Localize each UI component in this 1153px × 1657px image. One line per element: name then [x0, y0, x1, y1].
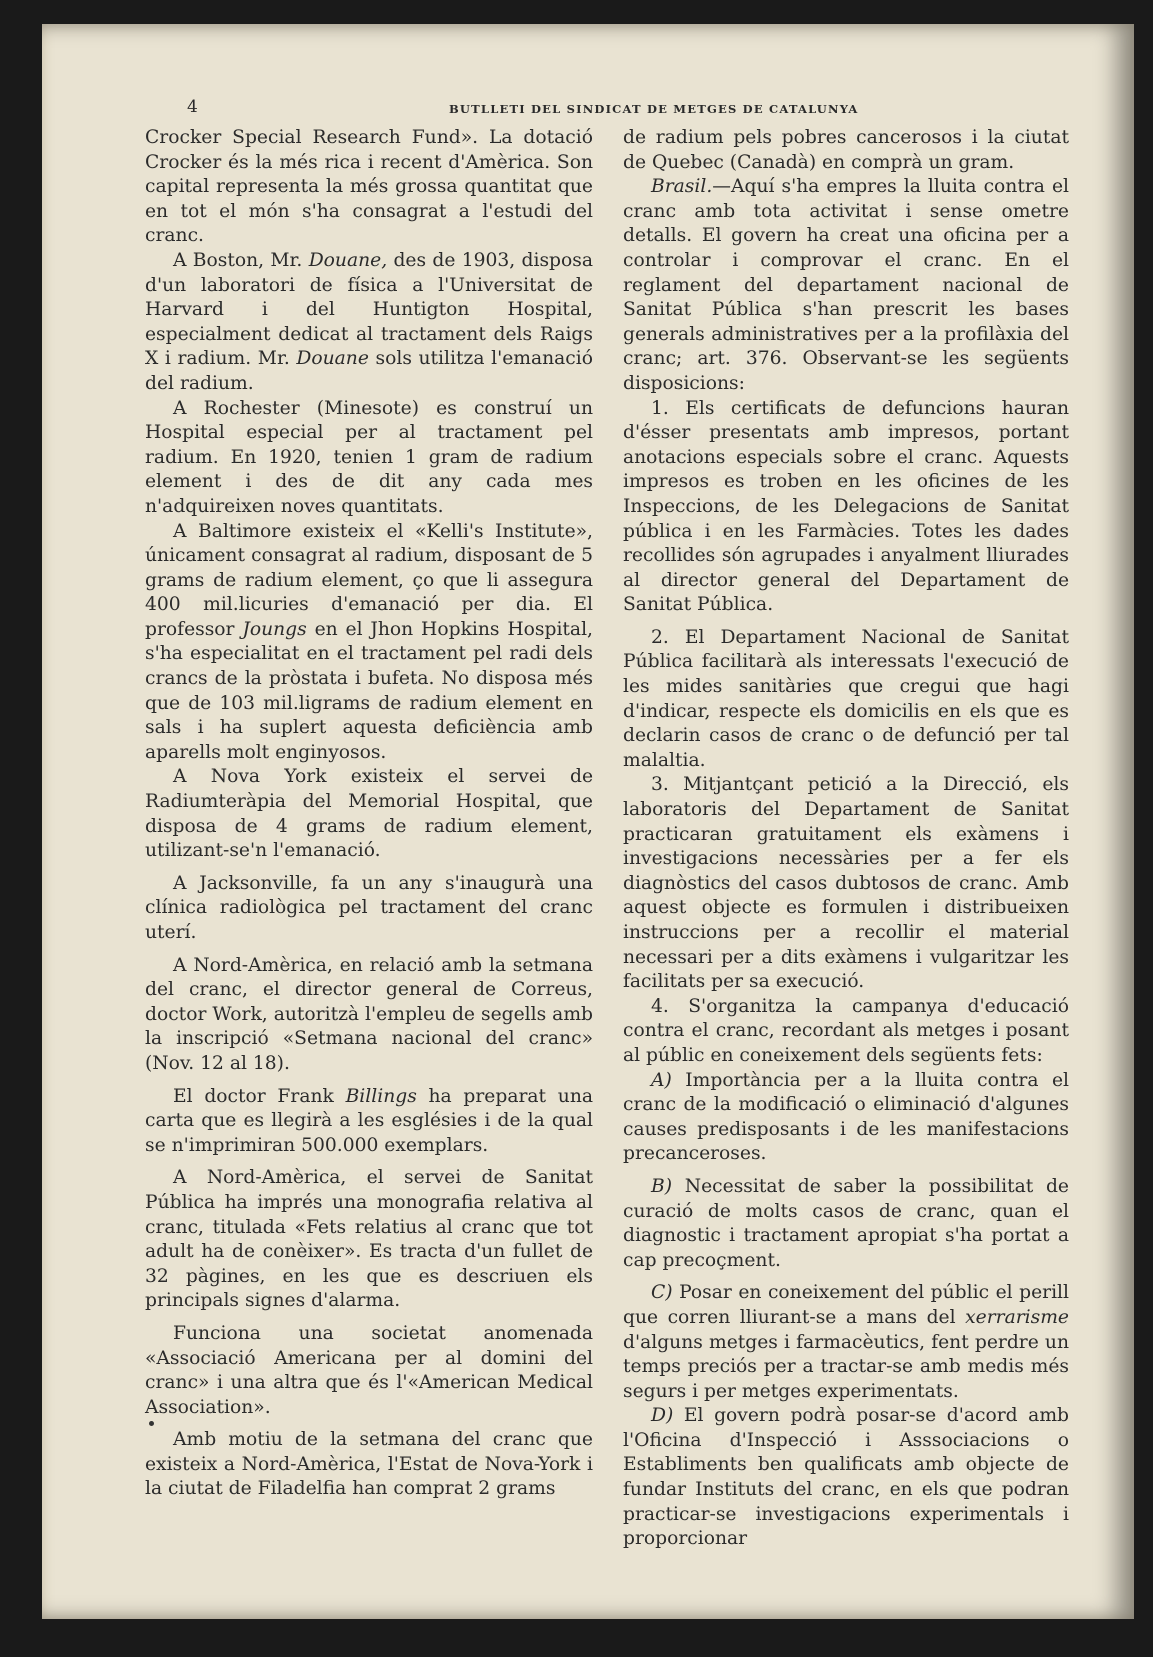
ink-dot: [149, 1421, 154, 1426]
right-column: [623, 126, 1069, 1552]
paragraph: [145, 520, 593, 766]
running-head: BUTLLETI DEL SINDICAT DE METGES DE CATALUNYA: [449, 102, 859, 116]
person-name: Joungs: [242, 618, 307, 640]
text: —Aquí s'ha empres la lluita contra el cranc amb tota activitat i sense ometre detalls. El govern ha creat una oficina per a controlar i comprovar el cranc. En el reglament del departament nacional de Sanitat Pública s'han prescrit les bases generals administratives per a la profilàxia del cranc; art. 376. Observant-se les següents disposicions:: [623, 176, 1069, 394]
text: d'alguns metges i farmacèutics, fent perdre un temps preciós per a tractar-se amb medis més segurs i per metges experimentats.: [623, 1331, 1069, 1402]
paragraph: Crocker Special Research Fund». La dotació Crocker és la més rica i recent d'Amèrica. Son capital representa la més grossa quantitat que en tot el món s'ha consagrat a l'estudi del cranc.: [145, 127, 593, 247]
text: A Baltimore existeix el «Kelli's Institute», únicament consagrat al radium, disposant de 5 grams de radium element, ço que li assegura 400 mil.licuries d'emanació per dia. El professor: [145, 520, 593, 640]
item-label: A): [651, 1069, 672, 1091]
paragraph: A Rochester (Minesote) es construí un Hospital especial per al tractament pel radium. En 1920, tenien 1 gram de radium element i des de dit any cada mes n'adquireixen noves quantitats.: [145, 397, 593, 517]
person-name: Douane,: [308, 249, 388, 271]
paragraph: [145, 249, 593, 397]
page-number: 4: [187, 97, 198, 117]
text: sols utilitza l'emanació del radium.: [145, 348, 593, 394]
paragraph: Funciona una societat anomenada «Associació Americana per al domini del cranc» i una altra que és l'«American Medical Association».: [145, 1322, 593, 1418]
paragraph: [145, 1085, 593, 1159]
text: en el Jhon Hopkins Hospital, s'ha especialitat en el tractament pel radi dels crancs de la pròstata i bufeta. No disposa més que de 103 mil.ligrams de radium element en sals i ha suplert aquesta deficiència amb aparells molt enginyosos.: [145, 618, 593, 763]
paragraph: [623, 1175, 1069, 1273]
text: El govern podrà posar-se d'acord amb l'Oficina d'Inspecció i Asssociacions o Establiments ben qualificats amb objecte de fundar Instituts del cranc, en els que podran practicar-se investigacions experimentals i proporcionar: [623, 1405, 1069, 1550]
text: El doctor Frank: [173, 1085, 346, 1107]
item-label: B): [651, 1175, 673, 1197]
paragraph: [623, 1069, 1069, 1167]
paragraph: [623, 1281, 1069, 1404]
paragraph: 2. El Departament Nacional de Sanitat Pública facilitarà als interessats l'execució de les mides sanitàries que cregui que hagi d'indicar, respecte els domicilis en els que es declarin casos de cranc o de defunció per tal malaltia.: [623, 626, 1069, 771]
text: des de 1903, disposa d'un laboratori de física a l'Universitat de Harvard i del Huntigton Hospital, especialment dedicat al tractament dels Raigs X i radium. Mr.: [145, 249, 593, 370]
paragraph: A Nord-Amèrica, el servei de Sanitat Pública ha imprés una monografia relativa al cranc, titulada «Fets relatius al cranc que tot adult ha de conèixer». Es tracta d'un fullet de 32 pàgines, en les que es descriuen els principals signes d'alarma.: [145, 1167, 593, 1312]
person-name: Billings: [345, 1085, 417, 1107]
person-name: Douane: [296, 348, 369, 370]
paragraph: [623, 175, 1069, 396]
paragraph: [623, 1404, 1069, 1552]
item-label: C): [651, 1282, 673, 1304]
text: Importància per a la lluita contra el cranc de la modificació o eliminació d'algunes causes predisposants i de les manifestacions precanceroses.: [623, 1069, 1069, 1165]
country-label: Brasil.: [651, 176, 713, 198]
text: ha preparat una carta que es llegirà a les esglésies i de la qual se n'imprimiran 500.000 exemplars.: [145, 1085, 593, 1156]
paragraph: 4. S'organitza la campanya d'educació contra el cranc, recordant als metges i posant al públic en coneixement dels següents fets:: [623, 995, 1069, 1066]
paragraph: A Jacksonville, fa un any s'inaugurà una clínica radiològica pel tractament del cranc uterí.: [145, 872, 593, 943]
item-label: D): [651, 1405, 674, 1427]
paragraph: de radium pels pobres cancerosos i la ciutat de Quebec (Canadà) en comprà un gram.: [623, 127, 1069, 173]
paragraph: A Nova York existeix el servei de Radiumteràpia del Memorial Hospital, que disposa de 4 grams de radium element, utilizant-se'n l'emanació.: [145, 766, 593, 862]
text: Necessitat de saber la possibilitat de curació de molts casos de cranc, quan el diagnostic i tractament apropiat s'ha portat a cap precoçment.: [623, 1175, 1069, 1271]
paragraph: 1. Els certificats de defuncions hauran d'ésser presentats amb impresos, portant anotacions especials sobre el cranc. Aquests impresos es troben en les oficines de les Inspeccions, de les Delegacions de Sanitat pública i en les Farmàcies. Totes les dades recollides són agrupades i anyalment lliurades al director general del Departament de Sanitat Pública.: [623, 397, 1069, 616]
emphasized-word: xerrarisme: [965, 1306, 1069, 1328]
paragraph: Amb motiu de la setmana del cranc que existeix a Nord-Amèrica, l'Estat de Nova-York i la ciutat de Filadelfia han comprat 2 grams: [145, 1429, 593, 1500]
text: A Boston, Mr.: [173, 249, 309, 271]
left-column: [145, 126, 593, 1502]
paragraph: 3. Mitjantçant petició a la Direcció, els laboratoris del Departament de Sanitat practicaran gratuitament els exàmens i investigacions necessàries per a fer els diagnòstics del casos dubtosos de cranc. Amb aquest objecte es formulen i distribueixen instruccions per a recollir el material necessari per a dits exàmens i vulgaritzar les facilitats per sa execució.: [623, 774, 1069, 993]
page-header: [187, 97, 1067, 121]
paragraph: A Nord-Amèrica, en relació amb la setmana del cranc, el director general de Correus, doctor Work, autoritzà l'empleu de segells amb la inscripció «Setmana nacional del cranc» (Nov. 12 al 18).: [145, 954, 593, 1074]
text: Posar en coneixement del públic el perill que corren lliurant-se a mans del: [623, 1282, 1069, 1328]
